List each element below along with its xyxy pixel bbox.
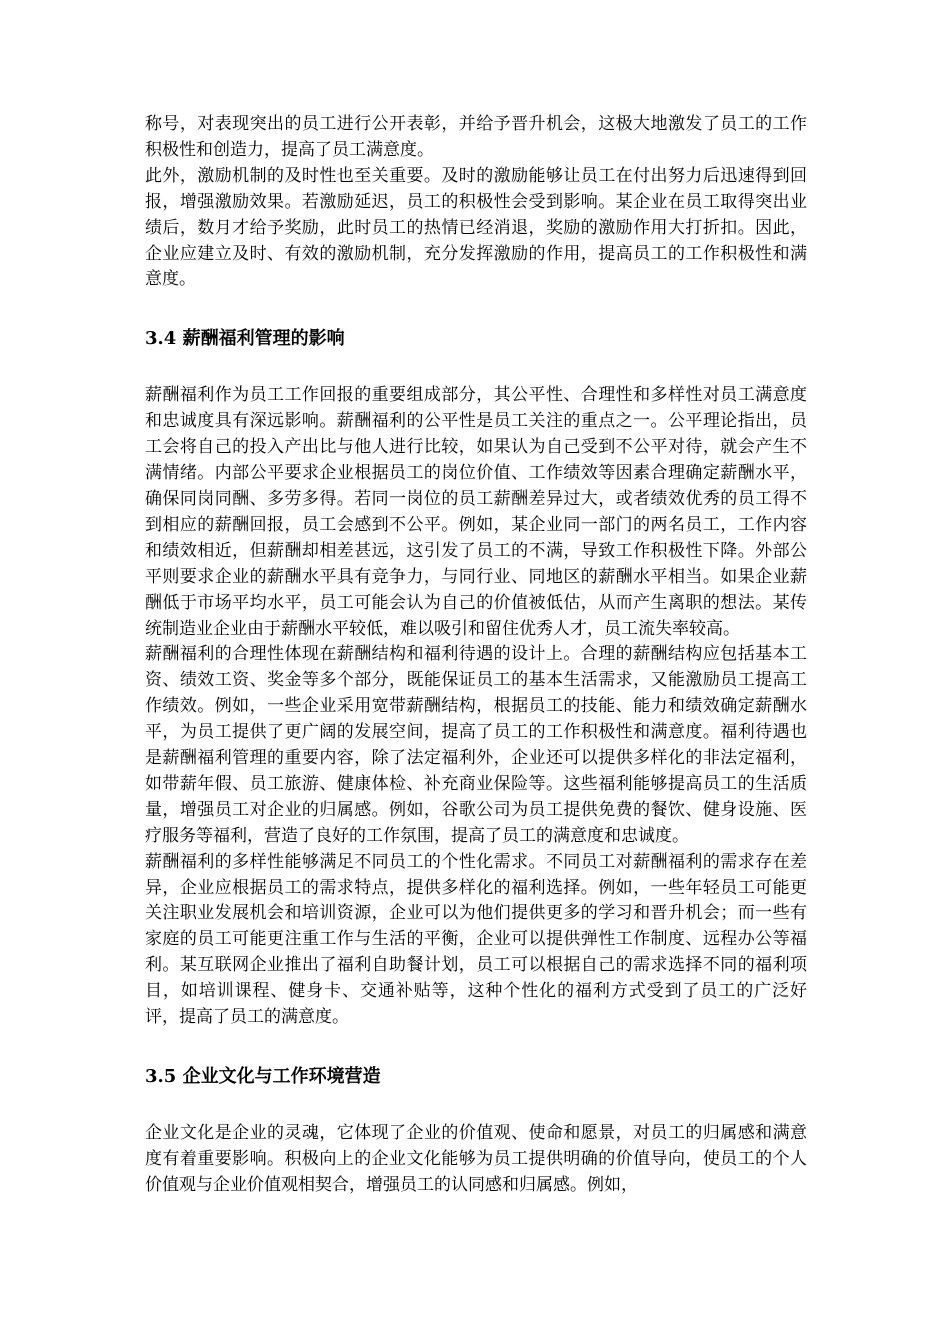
document-page: [145, 112, 807, 1199]
paragraph-timeliness: 此外，激励机制的及时性也至关重要。及时的激励能够让员工在付出努力后迅速得到回报，增强激励效果。若激励延迟，员工的积极性会受到影响。某企业在员工取得突出业绩后，数月才给予奖励，此时员工的热情已经消退，奖励的激励作用大打折扣。因此，企业应建立及时、有效的激励机制，充分发挥激励的作用，提高员工的工作积极性和满意度。: [145, 165, 807, 290]
section-heading-3-5: 3.5 企业文化与工作环境营造: [145, 1066, 381, 1087]
paragraph-diversity: 薪酬福利的多样性能够满足不同员工的个性化需求。不同员工对薪酬福利的需求存在差异，企业应根据员工的需求特点，提供多样化的福利选择。例如，一些年轻员工可能更关注职业发展机会和培训资源，企业可以为他们提供更多的学习和晋升机会；而一些有家庭的员工可能更注重工作与生活的平衡，企业可以提供弹性工作制度、远程办公等福利。某互联网企业推出了福利自助餐计划，员工可以根据自己的需求选择不同的福利项目，如培训课程、健身卡、交通补贴等，这种个性化的福利方式受到了员工的广泛好评，提高了员工的满意度。: [145, 851, 807, 1028]
paragraph-fairness: 薪酬福利作为员工工作回报的重要组成部分，其公平性、合理性和多样性对员工满意度和忠诚度具有深远影响。薪酬福利的公平性是员工关注的重点之一。公平理论指出，员工会将自己的投入产出比与他人进行比较，如果认为自己受到不公平对待，就会产生不满情绪。内部公平要求企业根据员工的岗位价值、工作绩效等因素合理确定薪酬水平，确保同岗同酬、多劳多得。若同一岗位的员工薪酬差异过大，或者绩效优秀的员工得不到相应的薪酬回报，员工会感到不公平。例如，某企业同一部门的两名员工，工作内容和绩效相近，但薪酬却相差甚远，这引发了员工的不满，导致工作积极性下降。外部公平则要求企业的薪酬水平具有竞争力，与同行业、同地区的薪酬水平相当。如果企业薪酬低于市场平均水平，员工可能会认为自己的价值被低估，从而产生离职的想法。某传统制造业企业由于薪酬水平较低，难以吸引和留住优秀人才，员工流失率较高。: [145, 385, 807, 639]
paragraph-culture: 企业文化是企业的灵魂，它体现了企业的价值观、使命和愿景，对员工的归属感和满意度有着重要影响。积极向上的企业文化能够为员工提供明确的价值导向，使员工的个人价值观与企业价值观相契合，增强员工的认同感和归属感。例如，: [145, 1123, 807, 1195]
section-heading-3-4: 3.4 薪酬福利管理的影响: [145, 328, 345, 350]
paragraph-rationality: 薪酬福利的合理性体现在薪酬结构和福利待遇的设计上。合理的薪酬结构应包括基本工资、绩效工资、奖金等多个部分，既能保证员工的基本生活需求，又能激励员工提高工作绩效。例如，一些企业采用宽带薪酬结构，根据员工的技能、能力和绩效确定薪酬水平，为员工提供了更广阔的发展空间，提高了员工的工作积极性和满意度。福利待遇也是薪酬福利管理的重要内容，除了法定福利外，企业还可以提供多样化的非法定福利，如带薪年假、员工旅游、健康体检、补充商业保险等。这些福利能够提高员工的生活质量，增强员工对企业的归属感。例如，谷歌公司为员工提供免费的餐饮、健身设施、医疗服务等福利，营造了良好的工作氛围，提高了员工的满意度和忠诚度。: [145, 644, 807, 846]
paragraph-recognition: 称号，对表现突出的员工进行公开表彰，并给予晋升机会，这极大地激发了员工的工作积极性和创造力，提高了员工满意度。: [145, 114, 807, 160]
